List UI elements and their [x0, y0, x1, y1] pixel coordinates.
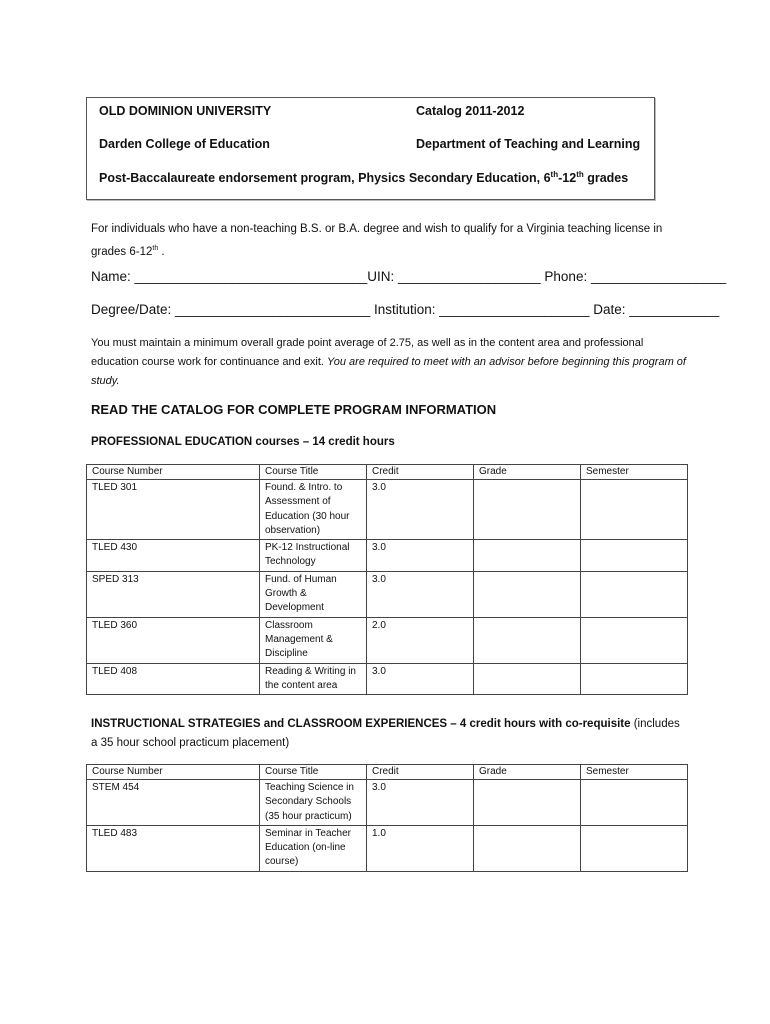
header-credit: Credit: [367, 765, 474, 780]
semester-cell[interactable]: [581, 617, 688, 663]
header-semester: Semester: [581, 765, 688, 780]
course-credit: 3.0: [367, 540, 474, 572]
course-credit: 3.0: [367, 571, 474, 617]
degree-institution-date-line: Degree/Date: __________________________ Institution: ____________________ Date: ____________: [91, 302, 720, 317]
grade-cell[interactable]: [474, 617, 581, 663]
course-number: TLED 360: [87, 617, 260, 663]
grade-cell[interactable]: [474, 780, 581, 826]
name-uin-phone-line: Name: _______________________________UIN: ___________________ Phone: __________________: [91, 269, 727, 284]
course-credit: 2.0: [367, 617, 474, 663]
gpa-requirement: You must maintain a minimum overall grade point average of 2.75, as well as in the content area and professional education course work for continuance and exit. You are required to meet with an advisor before beginning this program of study.: [91, 337, 686, 387]
semester-cell[interactable]: [581, 571, 688, 617]
header-grade: Grade: [474, 465, 581, 480]
grade-cell[interactable]: [474, 540, 581, 572]
course-title: Found. & Intro. to Assessment of Education (30 hour observation): [260, 480, 367, 540]
header-credit: Credit: [367, 465, 474, 480]
advisor-note: You are required to meet with an advisor before beginning this program of study.: [91, 356, 686, 387]
header-course-title: Course Title: [260, 765, 367, 780]
semester-cell[interactable]: [581, 780, 688, 826]
course-number: TLED 430: [87, 540, 260, 572]
grade-cell[interactable]: [474, 825, 581, 871]
course-number: SPED 313: [87, 571, 260, 617]
course-number: TLED 408: [87, 663, 260, 695]
course-credit: 3.0: [367, 663, 474, 695]
catalog-heading: READ THE CATALOG FOR COMPLETE PROGRAM INFORMATION: [91, 402, 497, 417]
instructional-section-title: INSTRUCTIONAL STRATEGIES and CLASSROOM EXPERIENCES – 4 credit hours with co-requisite (includes a 35 hour school practicum placement): [91, 718, 680, 749]
grade-cell[interactable]: [474, 480, 581, 540]
intro-text: For individuals who have a non-teaching B.S. or B.A. degree and wish to qualify for a Virginia teaching license in grades 6-12th .: [91, 223, 663, 258]
course-title: Classroom Management & Discipline: [260, 617, 367, 663]
university-name: OLD DOMINION UNIVERSITY: [99, 104, 272, 118]
header-semester: Semester: [581, 465, 688, 480]
course-title: Fund. of Human Growth & Development: [260, 571, 367, 617]
grade-cell[interactable]: [474, 663, 581, 695]
course-number: STEM 454: [87, 780, 260, 826]
course-number: TLED 483: [87, 825, 260, 871]
course-credit: 1.0: [367, 825, 474, 871]
course-title: Seminar in Teacher Education (on-line course): [260, 825, 367, 871]
table-row: [87, 480, 688, 540]
table-row: [87, 540, 688, 572]
program-title: Post-Baccalaureate endorsement program, Physics Secondary Education, 6th-12th grades: [99, 170, 629, 186]
header-grade: Grade: [474, 765, 581, 780]
course-title: PK-12 Instructional Technology: [260, 540, 367, 572]
semester-cell[interactable]: [581, 480, 688, 540]
course-credit: 3.0: [367, 780, 474, 826]
catalog-year: Catalog 2011-2012: [416, 104, 525, 118]
department-name: Department of Teaching and Learning: [416, 137, 641, 151]
professional-section-title: PROFESSIONAL EDUCATION courses – 14 credit hours: [91, 436, 395, 448]
header-course-number: Course Number: [87, 765, 260, 780]
grade-cell[interactable]: [474, 571, 581, 617]
table-row: [87, 825, 688, 871]
table-header-row: [87, 465, 688, 480]
table-row: [87, 617, 688, 663]
instructional-courses-table: [86, 764, 688, 872]
header-course-title: Course Title: [260, 465, 367, 480]
table-row: [87, 780, 688, 826]
table-row: [87, 571, 688, 617]
table-header-row: [87, 765, 688, 780]
course-title: Reading & Writing in the content area: [260, 663, 367, 695]
header-course-number: Course Number: [87, 465, 260, 480]
table-row: [87, 663, 688, 695]
semester-cell[interactable]: [581, 825, 688, 871]
course-number: TLED 301: [87, 480, 260, 540]
course-title: Teaching Science in Secondary Schools (35 hour practicum): [260, 780, 367, 826]
professional-courses-table: [86, 464, 688, 695]
semester-cell[interactable]: [581, 540, 688, 572]
college-name: Darden College of Education: [99, 137, 270, 151]
semester-cell[interactable]: [581, 663, 688, 695]
course-credit: 3.0: [367, 480, 474, 540]
